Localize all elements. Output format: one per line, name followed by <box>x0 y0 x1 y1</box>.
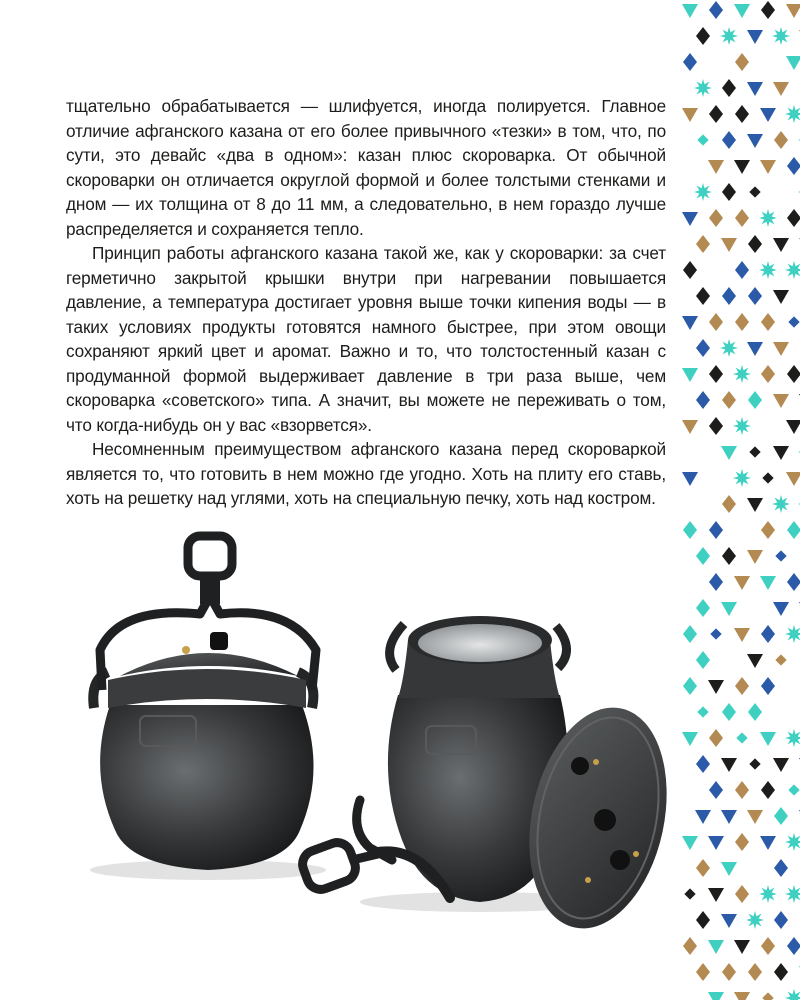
paragraph-2: Принцип работы афганского казана такой же, как у скороварки: за счет герметично закрытой крышки внутри при нагревании повышается давление, а температура достигает уровня выше точки кипения воды — в таких условиях продукты готовятся намного быстрее, при этом овощи сохраняют яркий цвет и аромат. Важно и то, что толстостенный казан с продуманной формой выдерживает давление в три раза выше, чем скороварка «советского» типа. А значит, вы можете не переживать о том, что когда-нибудь он у вас «взорвется». <box>66 243 666 435</box>
paragraph-1: тщательно обрабатывается — шлифуется, иногда полируется. Главное отличие афганского казана от его более привычного «тезки» в том, что, по сути, это девайс «два в одном»: казан плюс скороварка. От обычной скороварки он отличается округлой формой и более толстыми стенками и дном — их толщина от 8 до 11 мм, а следовательно, в нем гораздо лучше распределяется и сохраняется тепло. <box>66 96 666 239</box>
ornamental-border <box>682 0 800 1000</box>
article-text <box>66 94 666 511</box>
pressure-kazan-photo <box>60 530 685 960</box>
closed-pressure-kazan-icon <box>90 536 326 880</box>
paragraph-3: Несомненным преимуществом афганского казана перед скороваркой является то, что готовить в нем можно где угодно. Хоть на плиту его ставь, хоть на решетку над углями, хоть на специальную печку, хоть над костром. <box>66 439 666 508</box>
